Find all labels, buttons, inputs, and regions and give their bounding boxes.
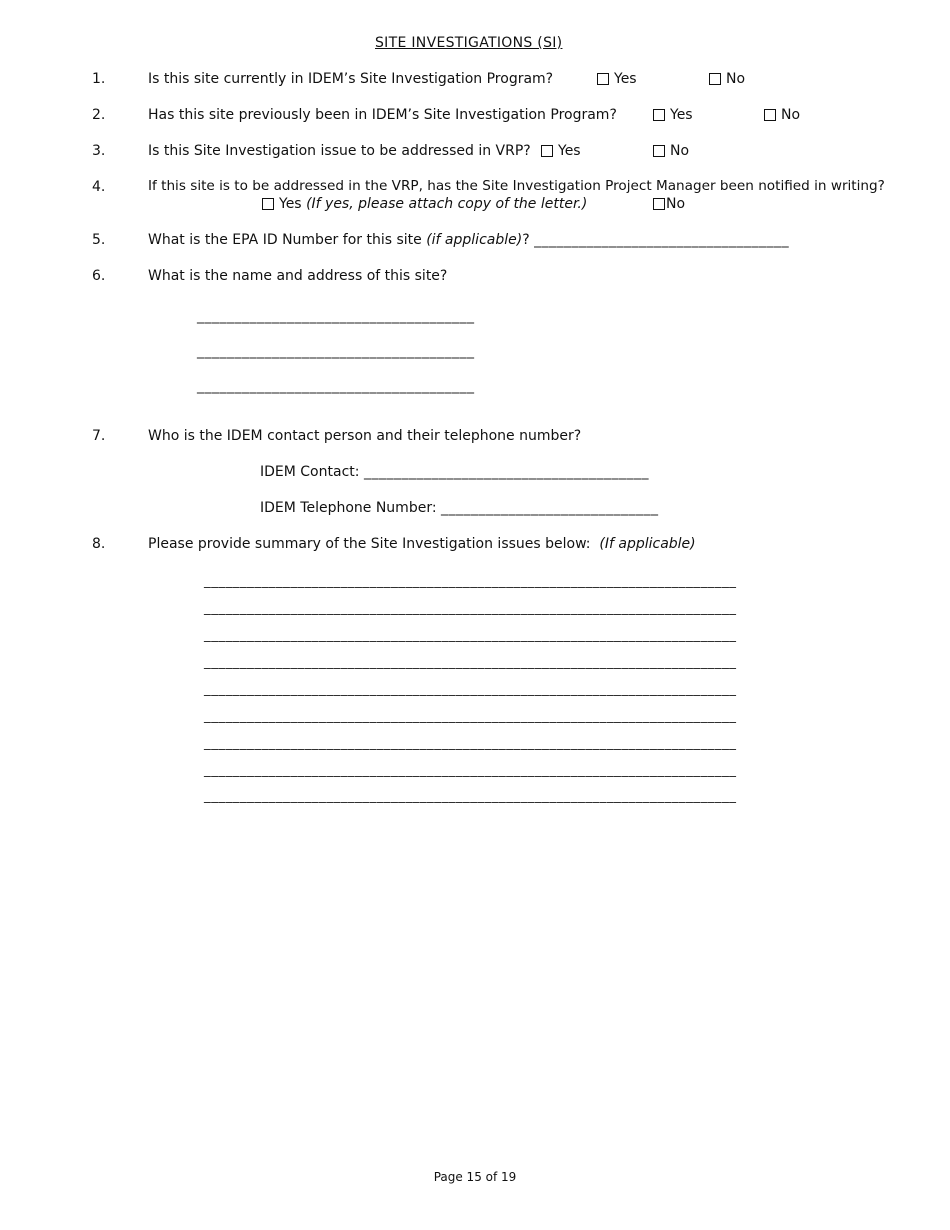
q4-note: (If yes, please attach copy of the letter.) bbox=[306, 196, 588, 212]
question-5-text: What is the EPA ID Number for this site bbox=[148, 232, 422, 248]
question-6-text: What is the name and address of this site? bbox=[148, 268, 448, 284]
epa-id-field[interactable]: __________________________________ bbox=[534, 232, 790, 248]
question-8-text: Please provide summary of the Site Investigation issues below: bbox=[148, 536, 591, 552]
summary-line-2[interactable]: __________________________________________________________________________ bbox=[204, 601, 737, 616]
q1-no-checkbox[interactable] bbox=[709, 73, 721, 85]
idem-contact-label: IDEM Contact: bbox=[260, 464, 360, 480]
q4-no-checkbox[interactable] bbox=[653, 198, 665, 210]
question-8-paren: (If applicable) bbox=[599, 536, 696, 552]
summary-line-9[interactable]: __________________________________________________________________________ bbox=[204, 789, 737, 804]
q3-yes-label: Yes bbox=[558, 143, 581, 159]
question-7-number: 7. bbox=[92, 428, 106, 444]
q3-no-checkbox[interactable] bbox=[653, 145, 665, 157]
q1-no-option[interactable] bbox=[709, 72, 745, 86]
summary-line-4[interactable]: __________________________________________________________________________ bbox=[204, 655, 737, 670]
q2-no-checkbox[interactable] bbox=[764, 109, 776, 121]
summary-line-3[interactable]: __________________________________________________________________________ bbox=[204, 628, 737, 643]
question-6-number: 6. bbox=[92, 268, 106, 284]
question-4-text: If this site is to be addressed in the VRP, has the Site Investigation Project Manager been notified in writing? bbox=[148, 178, 885, 194]
idem-phone-field[interactable]: _____________________________ bbox=[441, 500, 659, 516]
site-address-line-1[interactable]: _____________________________________ bbox=[197, 308, 475, 324]
q1-yes-checkbox[interactable] bbox=[597, 73, 609, 85]
q4-no-label: No bbox=[666, 196, 686, 212]
question-8-number: 8. bbox=[92, 536, 106, 552]
q2-yes-option[interactable] bbox=[653, 108, 693, 122]
idem-contact-row bbox=[260, 465, 649, 479]
q1-no-label: No bbox=[726, 71, 746, 87]
summary-line-7[interactable]: __________________________________________________________________________ bbox=[204, 736, 737, 751]
question-5-suffix: ? bbox=[522, 232, 530, 248]
question-3-text: Is this Site Investigation issue to be addressed in VRP? bbox=[148, 143, 531, 159]
question-7-text: Who is the IDEM contact person and their telephone number? bbox=[148, 428, 582, 444]
q2-no-option[interactable] bbox=[764, 108, 800, 122]
q4-yes-checkbox[interactable] bbox=[262, 198, 274, 210]
q3-no-label: No bbox=[670, 143, 690, 159]
summary-line-6[interactable]: __________________________________________________________________________ bbox=[204, 709, 737, 724]
summary-line-5[interactable]: __________________________________________________________________________ bbox=[204, 682, 737, 697]
question-3-number: 3. bbox=[92, 143, 106, 159]
question-5-line bbox=[148, 233, 789, 247]
q4-yes-label: Yes bbox=[279, 196, 302, 212]
question-1-number: 1. bbox=[92, 71, 106, 87]
question-5-number: 5. bbox=[92, 232, 106, 248]
q2-yes-checkbox[interactable] bbox=[653, 109, 665, 121]
idem-contact-field[interactable]: ______________________________________ bbox=[363, 464, 649, 480]
q4-yes-option[interactable] bbox=[262, 197, 587, 211]
site-address-line-3[interactable]: _____________________________________ bbox=[197, 378, 475, 394]
question-1-text: Is this site currently in IDEM’s Site Investigation Program? bbox=[148, 71, 554, 87]
question-5-paren: (if applicable) bbox=[426, 232, 523, 248]
q2-yes-label: Yes bbox=[670, 107, 693, 123]
summary-line-8[interactable]: __________________________________________________________________________ bbox=[204, 763, 737, 778]
question-4-number: 4. bbox=[92, 179, 106, 195]
question-2-number: 2. bbox=[92, 107, 106, 123]
site-address-line-2[interactable]: _____________________________________ bbox=[197, 343, 475, 359]
page-title: SITE INVESTIGATIONS (SI) bbox=[375, 35, 563, 51]
summary-line-1[interactable]: __________________________________________________________________________ bbox=[204, 574, 737, 589]
idem-phone-label: IDEM Telephone Number: bbox=[260, 500, 437, 516]
q1-yes-option[interactable] bbox=[597, 72, 637, 86]
question-2-text: Has this site previously been in IDEM’s Site Investigation Program? bbox=[148, 107, 617, 123]
q3-yes-option[interactable] bbox=[541, 144, 581, 158]
question-8-line bbox=[148, 537, 696, 551]
q2-no-label: No bbox=[781, 107, 801, 123]
page-footer: Page 15 of 19 bbox=[433, 1170, 517, 1184]
q4-no-option[interactable] bbox=[653, 197, 685, 211]
q3-yes-checkbox[interactable] bbox=[541, 145, 553, 157]
q1-yes-label: Yes bbox=[614, 71, 637, 87]
idem-phone-row bbox=[260, 501, 659, 515]
q3-no-option[interactable] bbox=[653, 144, 689, 158]
